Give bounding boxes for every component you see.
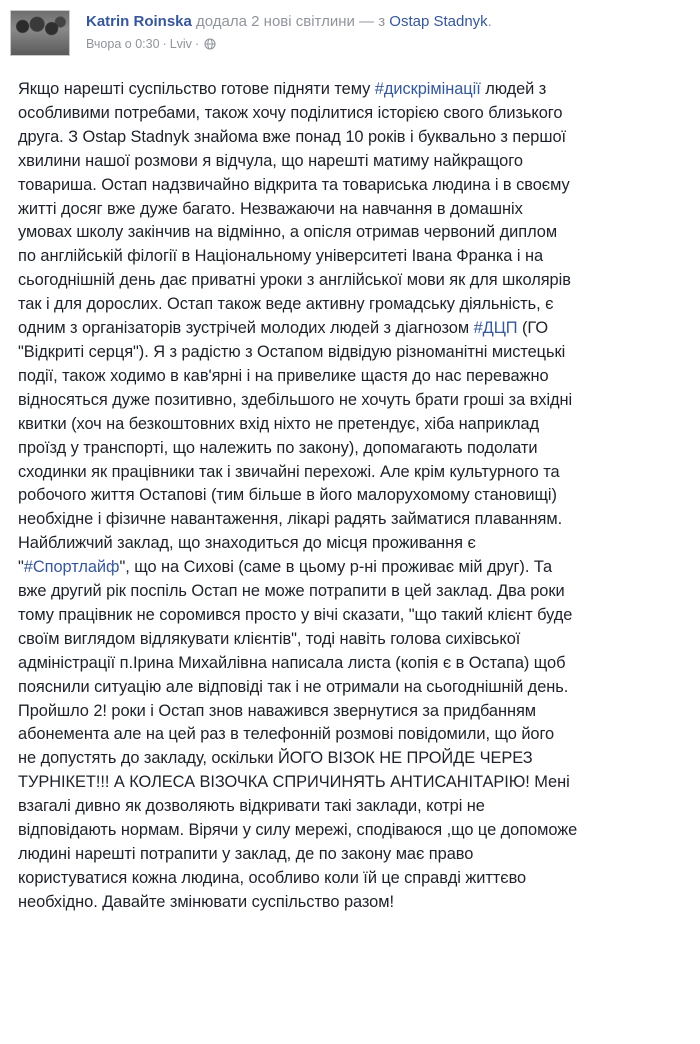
- author-name-link[interactable]: Katrin Roinska: [86, 13, 192, 30]
- post-body-line: [18, 126, 690, 150]
- post-timestamp[interactable]: Вчора о 0:30: [86, 37, 160, 51]
- body-text-segment: (ГО: [517, 319, 549, 338]
- body-text-segment: Пройшло 2! роки і Остап знов наважився звернутися за придбанням: [18, 701, 537, 720]
- post-body-line: [18, 556, 690, 580]
- hashtag-link[interactable]: #Спортлайф: [23, 558, 120, 577]
- post-body-line: [18, 437, 690, 461]
- body-text-segment: Якщо нарешті суспільство готове підняти тему: [18, 80, 375, 98]
- body-text-segment: квитки (хоч на безкоштовних вхід ніхто не претендує, хіба наприклад: [18, 414, 540, 433]
- post-body-line: [18, 341, 690, 365]
- body-text-segment: "Відкриті серця"). Я з радістю з Остапом відвідую різноманітні мистецькі: [18, 342, 566, 361]
- post-body-line: [18, 843, 690, 867]
- body-text-segment: не допустять до закладу, оскільки ЙОГО ВІЗОК НЕ ПРОЙДЕ ЧЕРЕЗ: [18, 749, 533, 768]
- post-body-line: [18, 317, 690, 341]
- body-text-segment: робочого життя Остапові (тим більше в його малорухомому становищі): [18, 486, 557, 505]
- post-body-line: [18, 389, 690, 413]
- post-body-line: [18, 652, 690, 676]
- post-body-line: [18, 604, 690, 628]
- post-body-line: [18, 293, 690, 317]
- post-body-line: [18, 150, 690, 174]
- meta-separator-2: ·: [194, 37, 200, 51]
- post-body-line: [18, 747, 690, 771]
- body-text-segment: своїм виглядом відлякувати клієнтів", тоді навіть голова сихівської: [18, 629, 521, 648]
- body-text-segment: по англійській філогії в Національному університеті Івана Франка і на: [18, 247, 544, 266]
- post-body-line: [18, 771, 690, 795]
- body-text-segment: людей з: [480, 80, 547, 98]
- body-text-segment: тому працівник не соромився просто у вічі сказати, "що такий клієнт буде: [18, 605, 573, 624]
- post-body-line: [18, 269, 690, 293]
- post-location-link[interactable]: Lviv: [169, 37, 192, 51]
- body-text-segment: події, також ходимо в кав'ярні і на привелике щастя до нас переважно: [18, 366, 549, 385]
- body-text-segment: необхідне і фізичне навантаження, лікарі радять займатися плаванням.: [18, 510, 563, 529]
- post-meta: [86, 36, 492, 52]
- body-text-segment: вже другий рік поспіль Остап не може потрапити в цей заклад. Два роки: [18, 582, 565, 601]
- body-text-segment: ", що на Сихові (саме в цьому р-ні проживає мій друг). Та: [119, 558, 553, 577]
- body-text-segment: абонемента але на цей раз в телефонній розмові повідомили, що його: [18, 725, 555, 744]
- body-text-segment: необхідно. Давайте змінювати суспільство разом!: [18, 892, 394, 911]
- post-body-line: [18, 365, 690, 389]
- post-action-text: додала 2 нові світлини — з: [191, 13, 390, 30]
- post-body-line: [18, 413, 690, 437]
- body-text-segment: друга. З Ostap Stadnyk знайома вже понад 10 років і буквально з першої: [18, 127, 567, 146]
- post-body-line: [18, 508, 690, 532]
- body-text-segment: адміністрації п.Ірина Михайлівна написала листа (копія є в Остапа) щоб: [18, 653, 566, 672]
- body-text-segment: ": [18, 558, 24, 577]
- body-text-segment: проїзд у транспорті, що належить по закону), допомагають подолати: [18, 438, 538, 457]
- tagged-person-link[interactable]: Ostap Stadnyk: [389, 13, 488, 30]
- post-body-line: [18, 484, 690, 508]
- post-body-line: [18, 795, 690, 819]
- post-body-line: [18, 891, 690, 915]
- body-text-segment: пояснили ситуацію але відповіді так і не отримали на сьогоднішній день.: [18, 677, 569, 696]
- body-text-segment: одним з організаторів зустрічей молодих людей з діагнозом: [18, 319, 474, 338]
- body-text-segment: сьогоднішній день дає приватні уроки з англійської мови як для школярів: [18, 271, 571, 290]
- post-body-line: [18, 78, 690, 102]
- body-text-segment: взагалі дивно як дозволяють відкривати такі заклади, котрі не: [18, 797, 485, 816]
- meta-separator: ·: [162, 37, 167, 51]
- post-body-line: [18, 532, 690, 556]
- hashtag-link[interactable]: #дискрімінації: [374, 80, 481, 98]
- post-body-line: [18, 461, 690, 485]
- body-text-segment: особливими потребами, також хочу поділитися історією свого близького: [18, 103, 563, 122]
- post-body-line: [18, 628, 690, 652]
- post-body-line: [18, 198, 690, 222]
- body-text-segment: умовах школу закінчив на відмінно, а опісля отримав червоний диплом: [18, 223, 558, 242]
- body-text-segment: відповідають нормам. Вірячи у силу мережі, сподіваюся ,що це допоможе: [18, 821, 578, 840]
- body-text-segment: хвилини нашої розмови я відчула, що нарешті матиму найкращого: [18, 151, 523, 170]
- post-headline: [86, 12, 492, 32]
- post-body-line: [18, 174, 690, 198]
- post-body-line: [18, 102, 690, 126]
- headline-period: .: [487, 13, 492, 30]
- body-text-segment: сходинки як працівники так і звичайні перехожі. Але крім культурного та: [18, 462, 560, 481]
- post-body-text: [18, 78, 690, 915]
- post-body-line: [18, 867, 690, 891]
- body-text-segment: так і для дорослих. Остап також веде активну громадську діяльність, є: [18, 295, 554, 314]
- post-body-line: [18, 676, 690, 700]
- post-body-line: [18, 580, 690, 604]
- body-text-segment: житті досяг вже дуже багато. Незважаючи на навчання в домашніх: [18, 199, 523, 218]
- post-body-line: [18, 819, 690, 843]
- body-text-segment: ТУРНІКЕТ!!! А КОЛЕСА ВІЗОЧКА СПРИЧИНЯТЬ АНТИСАНІТАРІЮ! Мені: [18, 773, 570, 792]
- body-text-segment: відносяться дуже позитивно, здебільшого не хочуть брати гроші за вхідні: [18, 390, 573, 409]
- hashtag-link[interactable]: #ДЦП: [473, 319, 518, 338]
- body-text-segment: користуватися кожна людина, особливо коли їй це справді життєво: [18, 868, 527, 887]
- body-text-segment: Найближчий заклад, що знаходиться до місця проживання є: [18, 534, 476, 553]
- post-body-line: [18, 700, 690, 724]
- post-header: [10, 10, 690, 60]
- author-avatar[interactable]: [10, 10, 70, 56]
- post-body-line: [18, 723, 690, 747]
- globe-icon[interactable]: [204, 38, 216, 50]
- body-text-segment: товариша. Остап надзвичайно відкрита та товариська людина і в своєму: [18, 175, 570, 194]
- body-text-segment: людині нарешті потрапити у заклад, де по закону має право: [18, 845, 474, 863]
- post-body-line: [18, 245, 690, 269]
- post-body-line: [18, 221, 690, 245]
- post-header-text: [86, 12, 492, 52]
